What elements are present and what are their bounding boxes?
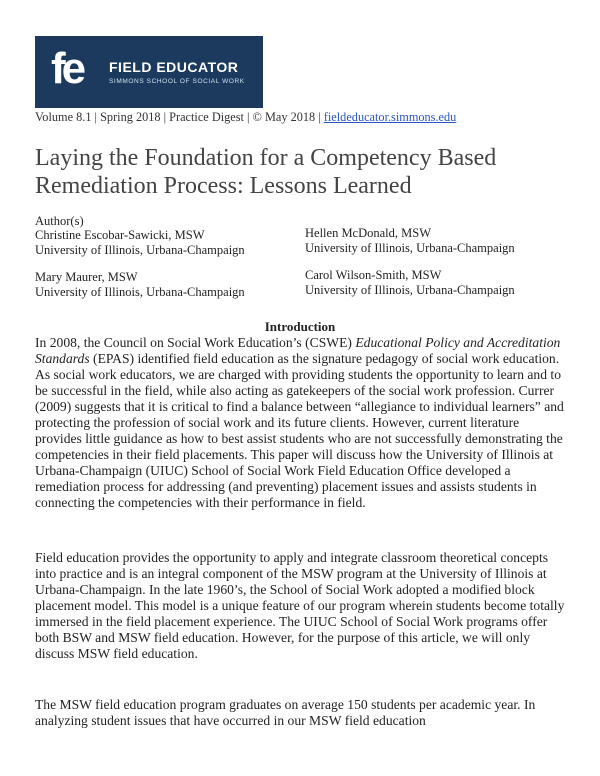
article-title xyxy=(35,144,575,200)
p1-after: (EPAS) identified field education as the signature pedagogy of social work education. As social work educators, we are charged with providing students the opportunity to learn and to be successful in the field, while also acting as gatekeepers of the social work profession. Currer (2009) suggests that it is critical to find a balance between “allegiance to individual learners” and protecting the profession of social work and its future clients. However, current literature provides little guidance as how to best assist students who are not successfully demonstrating the competencies in their field placements. This paper will discuss how the University of Illinois at Urbana-Champaign (UIUC) School of Social Work Field Education Office developed a remediation process for addressing (and preventing) placement issues and assists students in connecting the competencies with their performance in field. xyxy=(35,351,564,510)
author-1 xyxy=(35,228,245,258)
logo-name: FIELD EDUCATOR xyxy=(109,59,239,75)
author-name: Mary Maurer, MSW xyxy=(35,270,138,284)
author-3 xyxy=(305,226,515,256)
author-affiliation: University of Illinois, Urbana-Champaign xyxy=(35,285,245,299)
authors-label: Author(s) xyxy=(35,214,84,228)
field-educator-logo xyxy=(35,36,263,108)
author-4 xyxy=(305,268,515,298)
author-2 xyxy=(35,270,245,300)
title-line-1: Laying the Foundation for a Competency Based xyxy=(35,145,497,171)
paragraph-2: Field education provides the opportunity to apply and integrate classroom theoretical concepts into practice and is an integral component of the MSW program at the University of Illinois at Urbana-Champaign. In the late 1960’s, the School of Social Work adopted a modified block placement model. This model is a unique feature of our program wherein students become totally immersed in the field placement experience. The UIUC School of Social Work programs offer both BSW and MSW field education. However, for the purpose of this article, we will only discuss MSW field education. xyxy=(35,550,565,661)
author-affiliation: University of Illinois, Urbana-Champaign xyxy=(305,241,515,255)
meta-text: Volume 8.1 | Spring 2018 | Practice Digest | © May 2018 | xyxy=(35,110,324,124)
paragraph-3: The MSW field education program graduates on average 150 students per academic year. In analyzing student issues that have occurred in our MSW field education xyxy=(35,697,536,728)
p1-italic: Educational Policy and Accreditation Standards xyxy=(35,335,561,366)
author-name: Christine Escobar-Sawicki, MSW xyxy=(35,228,205,242)
author-affiliation: University of Illinois, Urbana-Champaign xyxy=(305,283,515,297)
section-heading: Introduction xyxy=(264,319,336,334)
journal-link[interactable]: fieldeducator.simmons.edu xyxy=(323,110,457,124)
paragraph-1 xyxy=(35,335,565,511)
author-name: Carol Wilson-Smith, MSW xyxy=(305,268,442,282)
author-name: Hellen McDonald, MSW xyxy=(305,226,432,240)
publication-meta xyxy=(35,110,456,125)
p1-before: In 2008, the Council on Social Work Education’s (CSWE) xyxy=(35,335,356,350)
fe-logo-mark xyxy=(51,44,103,94)
author-affiliation: University of Illinois, Urbana-Champaign xyxy=(35,243,245,257)
logo-brand xyxy=(109,59,245,85)
logo-subtitle: SIMMONS SCHOOL OF SOCIAL WORK xyxy=(109,78,245,85)
logo-mark-text: fe xyxy=(51,44,83,93)
title-line-2: Remediation Process: Lessons Learned xyxy=(35,173,412,199)
